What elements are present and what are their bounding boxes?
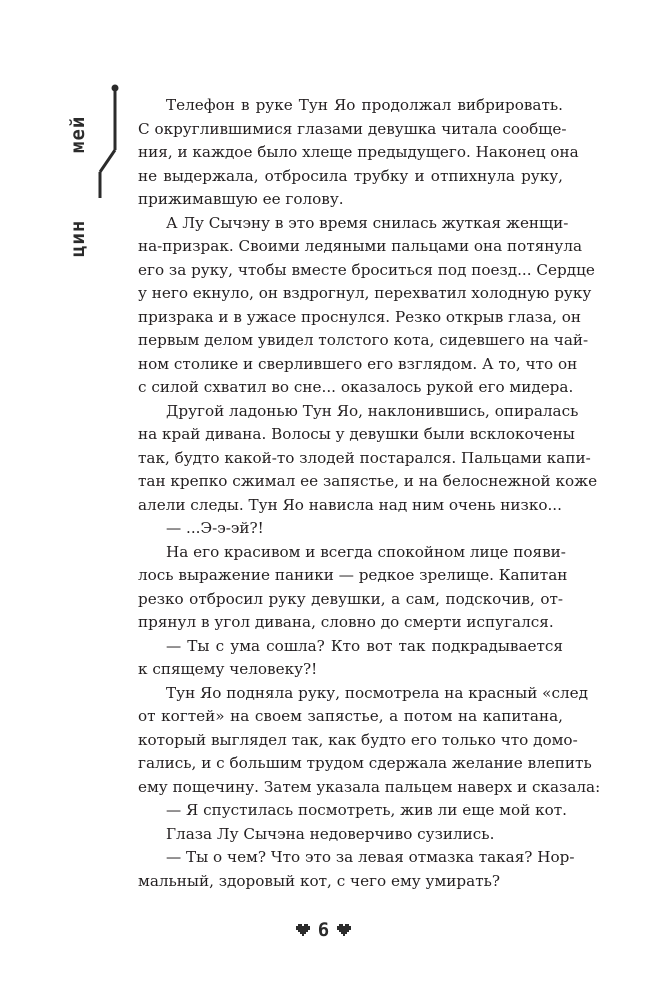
page-number: 6 xyxy=(317,919,330,941)
text-line: к спящему человеку?! xyxy=(138,660,318,678)
text-line: На его красивом и всегда спокойном лице появи- xyxy=(166,542,566,561)
paragraph xyxy=(138,541,568,635)
text-line: Телефон в руке Тун Яо продолжал вибрировать. xyxy=(166,96,563,114)
paragraph xyxy=(138,823,563,847)
text-line: Глаза Лу Сычэна недоверчиво сузились. xyxy=(166,824,495,843)
text-line: Другой ладонью Тун Яо, наклонившись, опиралась xyxy=(166,401,579,420)
text-line: у него екнуло, он вздрогнул, перехватил холодную руку xyxy=(138,284,592,302)
text-line: С округлившимися глазами девушка читала сообще- xyxy=(138,119,567,138)
text-line: лось выражение паники — редкое зрелище. Капитан xyxy=(138,566,568,584)
text-line: тан крепко сжимал ее запястье, и на белоснежной коже xyxy=(138,472,598,490)
text-line: А Лу Сычэну в это время снилась жуткая женщи- xyxy=(166,213,569,232)
text-line: — Ты с ума сошла? Кто вот так подкрадывается xyxy=(166,636,563,655)
text-line: мальный, здоровый кот, с чего ему умирать? xyxy=(138,871,501,890)
paragraph xyxy=(138,799,567,823)
text-line: резко отбросил руку девушки, а сам, подскочив, от- xyxy=(138,589,563,608)
text-line: не выдержала, отбросила трубку и отпихнула руку, xyxy=(138,166,563,185)
text-line: Тун Яо подняла руку, посмотрела на красный «след xyxy=(166,683,588,702)
side-label-bottom: цин xyxy=(67,219,89,257)
text-line: который выглядел так, как будто его только что домо- xyxy=(138,730,578,749)
text-line: с силой схватил во сне... оказалось рукой его мидера. xyxy=(138,378,574,396)
text-line: призрака и в ужасе проснулся. Резко открыв глаза, он xyxy=(138,307,582,326)
text-line: ему пощечину. Затем указала пальцем наверх и сказала: xyxy=(138,777,601,796)
paragraph xyxy=(138,212,595,400)
text-line: — Ты о чем? Что это за левая отмазка такая? Нор- xyxy=(166,848,575,866)
text-line: так, будто какой-то злодей постарался. Пальцами капи- xyxy=(138,448,591,467)
text-line: — ...Э-э-эй?! xyxy=(166,519,264,537)
side-label-top: мей xyxy=(67,115,89,153)
text-line: гались, и с большим трудом сдержала желание влепить xyxy=(138,754,592,772)
paragraph xyxy=(138,635,563,682)
text-line: его за руку, чтобы вместе броситься под поезд... Сердце xyxy=(138,260,595,279)
text-line: — Я спустилась посмотреть, жив ли еще мой кот. xyxy=(166,801,567,819)
body-text xyxy=(138,94,601,893)
paragraph xyxy=(138,400,598,518)
page-footer xyxy=(0,919,647,941)
text-line: прижимавшую ее голову. xyxy=(138,190,344,208)
pixel-heart-icon xyxy=(337,919,351,941)
text-line: на-призрак. Своими ледяными пальцами она потянула xyxy=(138,237,583,255)
text-line: на край дивана. Волосы у девушки были всклокочены xyxy=(138,425,575,443)
paragraph xyxy=(138,517,563,541)
text-line: алели следы. Тун Яо нависла над ним очень низко... xyxy=(138,495,562,514)
text-line: первым делом увидел толстого кота, сидевшего на чай- xyxy=(138,331,589,349)
text-line: от когтей» на своем запястье, а потом на капитана, xyxy=(138,707,563,725)
paragraph xyxy=(138,94,579,212)
paragraph xyxy=(138,846,575,893)
text-line: ном столике и сверлившего его взглядом. А то, что он xyxy=(138,354,578,373)
pixel-heart-icon xyxy=(296,919,310,941)
text-line: прянул в угол дивана, словно до смерти испугался. xyxy=(138,613,554,631)
text-line: ния, и каждое было хлеще предыдущего. Наконец она xyxy=(138,143,579,161)
paragraph xyxy=(138,682,601,800)
